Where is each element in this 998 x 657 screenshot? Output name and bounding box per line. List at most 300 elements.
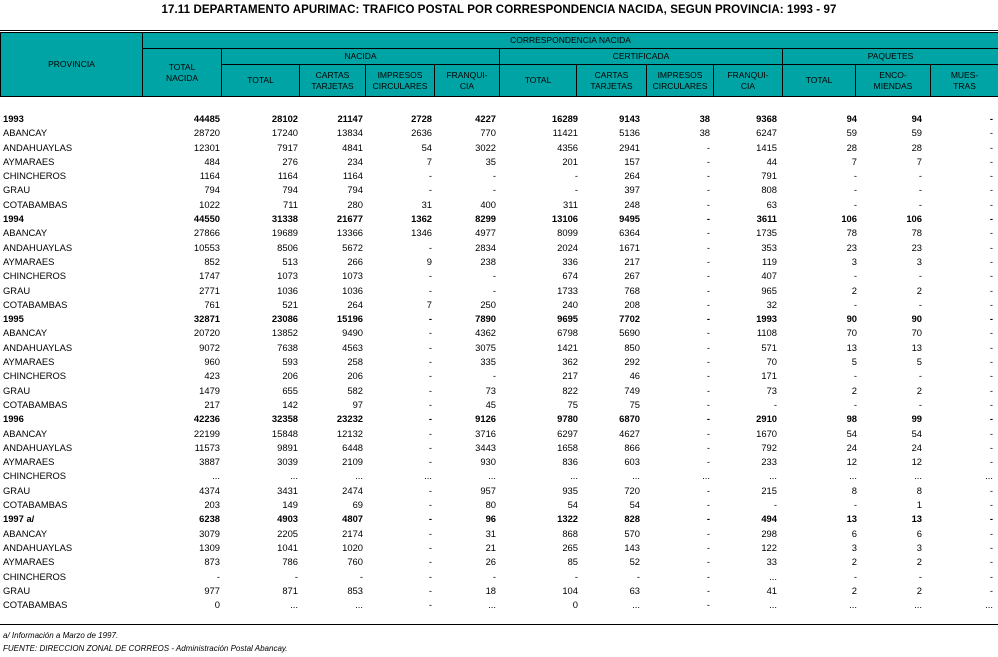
cell-nacida-cartas: 2174 bbox=[342, 527, 363, 539]
cell-paquetes-total: 54 bbox=[846, 427, 857, 439]
cell-paquetes-total: 13 bbox=[846, 513, 857, 525]
table-title: 17.11 DEPARTAMENTO APURIMAC: TRAFICO POSTAL POR CORRESPONDENCIA NACIDA, SEGUN PROVINCIA: 1993 - 97 bbox=[161, 4, 837, 16]
cell-certificada-cartas: 217 bbox=[624, 255, 640, 267]
cell-nacida-franquicia: ... bbox=[488, 599, 496, 611]
cell-paquetes-encomiendas: 3 bbox=[916, 541, 922, 553]
cell-paquetes-encomiendas: 70 bbox=[911, 327, 922, 339]
cell-paquetes-encomiendas: 13 bbox=[911, 513, 922, 525]
cell-certificada-total: 935 bbox=[562, 484, 578, 496]
cell-nacida-impresos: - bbox=[428, 441, 432, 453]
cell-certificada-cartas: 292 bbox=[624, 356, 640, 368]
cell-nacida-total: 142 bbox=[282, 398, 298, 410]
table-row bbox=[0, 141, 998, 155]
cell-certificada-cartas: 143 bbox=[624, 541, 640, 553]
cell-nacida-impresos: - bbox=[428, 456, 432, 468]
cell-paquetes-encomiendas: - bbox=[918, 270, 922, 282]
cell-paquetes-encomiendas: 2 bbox=[916, 556, 922, 568]
cell-nacida-franquicia: 96 bbox=[485, 513, 496, 525]
cell-total-nacida: ... bbox=[212, 470, 220, 482]
cell-nacida-cartas: 97 bbox=[352, 398, 363, 410]
row-label: COTABAMBAS bbox=[3, 298, 68, 310]
row-label: ANDAHUAYLAS bbox=[3, 341, 73, 353]
cell-certificada-impresos: - bbox=[706, 456, 710, 468]
cell-certificada-total: 13106 bbox=[551, 213, 578, 225]
cell-certificada-cartas: 6870 bbox=[619, 413, 640, 425]
cell-paquetes-total: 23 bbox=[846, 241, 857, 253]
cell-paquetes-muestras: - bbox=[989, 284, 993, 296]
row-label: AYMARAES bbox=[3, 155, 55, 167]
cell-paquetes-total: 94 bbox=[846, 113, 857, 124]
cell-paquetes-encomiendas: 8 bbox=[916, 484, 922, 496]
cell-paquetes-total: 98 bbox=[846, 413, 857, 425]
cell-nacida-impresos: - bbox=[428, 484, 432, 496]
cell-certificada-cartas: 850 bbox=[624, 341, 640, 353]
cell-nacida-total: 28102 bbox=[271, 113, 298, 124]
cell-certificada-cartas: 267 bbox=[624, 270, 640, 282]
cell-paquetes-muestras: - bbox=[989, 584, 993, 596]
row-label: COTABAMBAS bbox=[3, 398, 68, 410]
cell-nacida-total: ... bbox=[290, 599, 298, 611]
cell-certificada-impresos: - bbox=[706, 327, 710, 339]
cell-nacida-total: 1041 bbox=[277, 541, 298, 553]
row-label: 1996 bbox=[3, 413, 24, 425]
cell-nacida-franquicia: 73 bbox=[485, 384, 496, 396]
cell-nacida-franquicia: - bbox=[492, 284, 496, 296]
cell-nacida-franquicia: 250 bbox=[480, 298, 496, 310]
cell-total-nacida: 423 bbox=[204, 370, 220, 382]
cell-certificada-franquicia: 1735 bbox=[756, 227, 777, 239]
header-certificada-franquicia-line2: CIA bbox=[740, 80, 756, 91]
cell-nacida-impresos: ... bbox=[424, 470, 432, 482]
cell-nacida-franquicia: 238 bbox=[480, 255, 496, 267]
cell-certificada-impresos: - bbox=[706, 227, 710, 239]
cell-certificada-total: 240 bbox=[562, 298, 578, 310]
header-paquetes-encomiendas bbox=[856, 65, 931, 97]
cell-nacida-impresos: - bbox=[428, 570, 432, 582]
cell-total-nacida: 960 bbox=[204, 356, 220, 368]
cell-nacida-franquicia: - bbox=[492, 170, 496, 182]
row-label: ABANCAY bbox=[3, 127, 48, 139]
cell-certificada-impresos: - bbox=[706, 441, 710, 453]
cell-nacida-total: 15848 bbox=[271, 427, 298, 439]
cell-total-nacida: 32871 bbox=[193, 313, 220, 325]
cell-nacida-total: 3431 bbox=[277, 484, 298, 496]
cell-paquetes-total: - bbox=[853, 570, 857, 582]
cell-nacida-cartas: 582 bbox=[347, 384, 363, 396]
cell-certificada-franquicia: 70 bbox=[766, 356, 777, 368]
cell-certificada-total: 4356 bbox=[557, 141, 578, 153]
header-nacida-franquicia-line2: CIA bbox=[459, 80, 475, 91]
cell-paquetes-encomiendas: 24 bbox=[911, 441, 922, 453]
cell-paquetes-encomiendas: 5 bbox=[916, 356, 922, 368]
table-row bbox=[0, 126, 998, 140]
cell-nacida-impresos: - bbox=[428, 499, 432, 511]
header-total-nacida bbox=[143, 49, 222, 97]
cell-certificada-total: 311 bbox=[563, 198, 578, 210]
cell-nacida-cartas: 6448 bbox=[342, 441, 363, 453]
cell-paquetes-total: 70 bbox=[846, 327, 857, 339]
cell-total-nacida: 217 bbox=[204, 398, 220, 410]
cell-nacida-total: 4903 bbox=[277, 513, 298, 525]
cell-nacida-total: 276 bbox=[282, 155, 298, 167]
table-row bbox=[0, 570, 998, 584]
cell-nacida-cartas: 1073 bbox=[342, 270, 363, 282]
row-label: ANDAHUAYLAS bbox=[3, 141, 73, 153]
cell-total-nacida: 2771 bbox=[199, 284, 220, 296]
header-paquetes: PAQUETES bbox=[783, 49, 998, 65]
cell-nacida-cartas: - bbox=[359, 570, 363, 582]
cell-paquetes-total: - bbox=[853, 298, 857, 310]
cell-nacida-franquicia: 930 bbox=[480, 456, 496, 468]
cell-certificada-impresos: - bbox=[706, 570, 710, 582]
cell-paquetes-encomiendas: 2 bbox=[916, 284, 922, 296]
cell-certificada-total: 1322 bbox=[557, 513, 578, 525]
cell-nacida-cartas: 234 bbox=[347, 155, 363, 167]
cell-total-nacida: 484 bbox=[204, 155, 220, 167]
cell-nacida-cartas: ... bbox=[355, 599, 363, 611]
header-certificada-franquicia-line1: FRANQUI- bbox=[727, 70, 769, 81]
cell-nacida-franquicia: - bbox=[492, 570, 496, 582]
table-row bbox=[0, 384, 998, 398]
cell-certificada-cartas: 208 bbox=[624, 298, 640, 310]
cell-certificada-franquicia: 63 bbox=[766, 198, 777, 210]
row-label: 1995 bbox=[3, 313, 24, 325]
cell-certificada-total: 0 bbox=[572, 599, 578, 611]
cell-total-nacida: 28720 bbox=[193, 127, 220, 139]
header-paquetes-muestras bbox=[931, 65, 998, 97]
cell-nacida-franquicia: 3022 bbox=[475, 141, 496, 153]
cell-paquetes-encomiendas: - bbox=[918, 398, 922, 410]
cell-paquetes-muestras: - bbox=[989, 370, 993, 382]
cell-paquetes-muestras: - bbox=[989, 198, 993, 210]
cell-certificada-cartas: - bbox=[636, 570, 640, 582]
cell-certificada-franquicia: 791 bbox=[761, 170, 777, 182]
cell-paquetes-encomiendas: 23 bbox=[911, 241, 922, 253]
cell-paquetes-encomiendas: 13 bbox=[911, 341, 922, 353]
cell-nacida-impresos: - bbox=[428, 384, 432, 396]
cell-nacida-impresos: 2636 bbox=[411, 127, 432, 139]
cell-nacida-cartas: 258 bbox=[347, 356, 363, 368]
cell-certificada-impresos: - bbox=[706, 584, 710, 596]
cell-nacida-impresos: - bbox=[428, 327, 432, 339]
cell-certificada-franquicia: 965 bbox=[761, 284, 777, 296]
cell-nacida-cartas: 4807 bbox=[342, 513, 363, 525]
table-row bbox=[0, 326, 998, 340]
cell-certificada-impresos: - bbox=[706, 255, 710, 267]
cell-certificada-impresos: - bbox=[706, 527, 710, 539]
cell-nacida-total: 7638 bbox=[277, 341, 298, 353]
cell-nacida-franquicia: 21 bbox=[485, 541, 496, 553]
cell-nacida-franquicia: 4227 bbox=[475, 113, 496, 124]
cell-paquetes-total: 2 bbox=[851, 556, 857, 568]
cell-certificada-franquicia: 2910 bbox=[756, 413, 777, 425]
cell-nacida-total: 1073 bbox=[277, 270, 298, 282]
cell-paquetes-muestras: - bbox=[989, 141, 993, 153]
cell-paquetes-total: 7 bbox=[851, 155, 857, 167]
header-certificada-cartas bbox=[577, 65, 647, 97]
cell-nacida-franquicia: 8299 bbox=[475, 213, 496, 225]
cell-certificada-cartas: ... bbox=[632, 599, 640, 611]
cell-certificada-impresos: 38 bbox=[699, 113, 710, 124]
row-label: CHINCHEROS bbox=[3, 170, 67, 182]
row-label: COTABAMBAS bbox=[3, 198, 68, 210]
cell-nacida-impresos: - bbox=[428, 513, 432, 525]
cell-certificada-total: 6297 bbox=[557, 427, 578, 439]
row-label: ANDAHUAYLAS bbox=[3, 241, 73, 253]
cell-nacida-cartas: 69 bbox=[352, 499, 363, 511]
cell-nacida-total: 31338 bbox=[271, 213, 298, 225]
cell-nacida-total: 3039 bbox=[277, 456, 298, 468]
cell-certificada-franquicia: 32 bbox=[766, 298, 777, 310]
cell-certificada-franquicia: 571 bbox=[761, 341, 777, 353]
cell-paquetes-muestras: - bbox=[989, 313, 993, 325]
cell-certificada-impresos: - bbox=[706, 270, 710, 282]
cell-nacida-total: 521 bbox=[282, 298, 298, 310]
header-nacida-impresos bbox=[366, 65, 435, 97]
cell-certificada-cartas: 570 bbox=[624, 527, 640, 539]
row-label: ABANCAY bbox=[3, 327, 48, 339]
cell-nacida-impresos: 9 bbox=[426, 255, 432, 267]
row-label: CHINCHEROS bbox=[3, 370, 67, 382]
cell-paquetes-muestras: - bbox=[989, 170, 993, 182]
cell-certificada-total: 2024 bbox=[557, 241, 578, 253]
cell-paquetes-muestras: - bbox=[989, 484, 993, 496]
cell-certificada-franquicia: 41 bbox=[766, 584, 777, 596]
cell-nacida-franquicia: 80 bbox=[485, 499, 496, 511]
header-certificada-total: TOTAL bbox=[500, 65, 577, 97]
header-nacida-impresos-line2: CIRCULARES bbox=[372, 80, 428, 91]
cell-certificada-total: 11421 bbox=[552, 127, 578, 139]
table-row bbox=[0, 541, 998, 555]
cell-nacida-cartas: 264 bbox=[347, 298, 363, 310]
cell-nacida-franquicia: 9126 bbox=[475, 413, 496, 425]
cell-paquetes-encomiendas: - bbox=[918, 184, 922, 196]
cell-total-nacida: 977 bbox=[204, 584, 220, 596]
cell-nacida-franquicia: ... bbox=[488, 470, 496, 482]
cell-nacida-cartas: ... bbox=[355, 470, 363, 482]
cell-paquetes-muestras: - bbox=[989, 441, 993, 453]
cell-paquetes-muestras: - bbox=[989, 499, 993, 511]
cell-nacida-total: 871 bbox=[282, 584, 298, 596]
cell-total-nacida: 1164 bbox=[199, 170, 220, 182]
cell-total-nacida: 852 bbox=[204, 255, 220, 267]
cell-paquetes-muestras: - bbox=[989, 570, 993, 582]
cell-paquetes-muestras: - bbox=[989, 398, 993, 410]
header-correspondencia-nacida: CORRESPONDENCIA NACIDA bbox=[143, 33, 998, 49]
cell-certificada-cartas: 6364 bbox=[619, 227, 640, 239]
cell-certificada-franquicia: 73 bbox=[766, 384, 777, 396]
cell-certificada-franquicia: 1108 bbox=[756, 327, 777, 339]
cell-nacida-cartas: 4563 bbox=[342, 341, 363, 353]
cell-nacida-franquicia: 4362 bbox=[475, 327, 496, 339]
cell-total-nacida: 203 bbox=[204, 499, 220, 511]
cell-nacida-franquicia: 35 bbox=[485, 155, 496, 167]
cell-nacida-impresos: - bbox=[428, 370, 432, 382]
cell-certificada-total: 16289 bbox=[551, 113, 578, 124]
cell-paquetes-muestras: - bbox=[989, 541, 993, 553]
cell-certificada-impresos: - bbox=[706, 384, 710, 396]
table-row bbox=[0, 284, 998, 298]
cell-nacida-impresos: - bbox=[428, 313, 432, 325]
table-row bbox=[0, 398, 998, 412]
table-row bbox=[0, 369, 998, 383]
table-row-year bbox=[0, 212, 998, 226]
cell-certificada-franquicia: 122 bbox=[761, 541, 777, 553]
cell-nacida-impresos: - bbox=[428, 341, 432, 353]
cell-nacida-impresos: 1346 bbox=[411, 227, 432, 239]
table-row bbox=[0, 198, 998, 212]
header-paquetes-muestras-line2: TRAS bbox=[953, 80, 976, 91]
cell-paquetes-encomiendas: 94 bbox=[911, 113, 922, 124]
row-label: GRAU bbox=[3, 284, 31, 296]
cell-paquetes-total: - bbox=[853, 270, 857, 282]
table-row bbox=[0, 469, 998, 483]
cell-paquetes-muestras: - bbox=[989, 298, 993, 310]
table-row bbox=[0, 355, 998, 369]
cell-certificada-total: 8099 bbox=[557, 227, 578, 239]
row-label: GRAU bbox=[3, 484, 31, 496]
cell-total-nacida: 44550 bbox=[193, 213, 220, 225]
cell-certificada-franquicia: - bbox=[773, 499, 777, 511]
table-row bbox=[0, 183, 998, 197]
cell-certificada-cartas: 2941 bbox=[619, 141, 640, 153]
cell-paquetes-total: 12 bbox=[846, 456, 857, 468]
header-provincia: PROVINCIA bbox=[1, 33, 143, 97]
cell-nacida-cartas: 13834 bbox=[336, 127, 363, 139]
cell-nacida-impresos: - bbox=[428, 356, 432, 368]
cell-total-nacida: 1747 bbox=[199, 270, 220, 282]
cell-certificada-total: 54 bbox=[567, 499, 578, 511]
table-row bbox=[0, 241, 998, 255]
table-row bbox=[0, 169, 998, 183]
cell-paquetes-muestras: - bbox=[989, 413, 993, 425]
cell-paquetes-muestras: - bbox=[989, 384, 993, 396]
table-body bbox=[0, 112, 998, 612]
row-label: CHINCHEROS bbox=[3, 470, 67, 482]
cell-nacida-franquicia: - bbox=[492, 370, 496, 382]
cell-paquetes-muestras: - bbox=[989, 513, 993, 525]
cell-paquetes-total: 106 bbox=[841, 213, 857, 225]
cell-paquetes-encomiendas: 1 bbox=[916, 499, 922, 511]
cell-total-nacida: 873 bbox=[204, 556, 220, 568]
cell-paquetes-total: 24 bbox=[846, 441, 857, 453]
cell-paquetes-muestras: - bbox=[989, 255, 993, 267]
cell-certificada-total: 104 bbox=[562, 584, 578, 596]
cell-certificada-total: 1421 bbox=[557, 341, 578, 353]
table-row bbox=[0, 427, 998, 441]
cell-paquetes-encomiendas: 6 bbox=[916, 527, 922, 539]
cell-paquetes-muestras: ... bbox=[985, 599, 993, 611]
header-certificada-impresos bbox=[647, 65, 714, 97]
cell-nacida-impresos: - bbox=[428, 413, 432, 425]
cell-paquetes-encomiendas: 90 bbox=[911, 313, 922, 325]
header-nacida-franquicia bbox=[435, 65, 500, 97]
cell-paquetes-total: - bbox=[853, 198, 857, 210]
cell-certificada-impresos: - bbox=[706, 484, 710, 496]
table-row bbox=[0, 555, 998, 569]
header-nacida-cartas-line2: TARJETAS bbox=[311, 80, 354, 91]
cell-nacida-cartas: 21147 bbox=[337, 113, 363, 124]
header-certificada-impresos-line1: IMPRESOS bbox=[657, 70, 703, 81]
cell-nacida-franquicia: 335 bbox=[480, 356, 496, 368]
cell-paquetes-total: 5 bbox=[851, 356, 857, 368]
cell-paquetes-encomiendas: 12 bbox=[911, 456, 922, 468]
table-row-year bbox=[0, 312, 998, 326]
cell-certificada-total: 217 bbox=[562, 370, 578, 382]
cell-certificada-cartas: 5136 bbox=[619, 127, 640, 139]
cell-certificada-franquicia: ... bbox=[769, 470, 777, 482]
cell-total-nacida: 22199 bbox=[193, 427, 220, 439]
cell-certificada-franquicia: 3611 bbox=[756, 213, 777, 225]
cell-certificada-franquicia: ... bbox=[769, 570, 777, 582]
cell-paquetes-total: 3 bbox=[851, 541, 857, 553]
table-row bbox=[0, 269, 998, 283]
header-total-nacida-line2: NACIDA bbox=[165, 72, 199, 83]
cell-nacida-impresos: - bbox=[428, 541, 432, 553]
cell-nacida-franquicia: 3716 bbox=[475, 427, 496, 439]
cell-total-nacida: 1309 bbox=[199, 541, 220, 553]
cell-total-nacida: 1022 bbox=[199, 198, 220, 210]
header-certificada-impresos-line2: CIRCULARES bbox=[652, 80, 708, 91]
cell-certificada-impresos: - bbox=[706, 398, 710, 410]
cell-total-nacida: - bbox=[216, 570, 220, 582]
cell-total-nacida: 4374 bbox=[199, 484, 220, 496]
cell-nacida-cartas: 280 bbox=[347, 198, 363, 210]
cell-paquetes-total: ... bbox=[849, 599, 857, 611]
table-row bbox=[0, 598, 998, 612]
cell-nacida-cartas: 12132 bbox=[336, 427, 363, 439]
cell-nacida-cartas: 1020 bbox=[342, 541, 363, 553]
cell-certificada-total: ... bbox=[570, 470, 578, 482]
table-row bbox=[0, 341, 998, 355]
table-row bbox=[0, 527, 998, 541]
header-nacida-cartas bbox=[300, 65, 366, 97]
cell-total-nacida: 761 bbox=[204, 298, 220, 310]
header-nacida: NACIDA bbox=[222, 49, 500, 65]
cell-paquetes-total: 90 bbox=[846, 313, 857, 325]
header-paquetes-muestras-line1: MUES- bbox=[950, 70, 979, 81]
row-label: ABANCAY bbox=[3, 227, 48, 239]
row-label: 1993 bbox=[3, 113, 24, 124]
cell-paquetes-encomiendas: - bbox=[918, 370, 922, 382]
cell-certificada-franquicia: 298 bbox=[761, 527, 777, 539]
footnote-a: a/ Información a Marzo de 1997. bbox=[3, 631, 119, 640]
cell-paquetes-muestras: - bbox=[989, 341, 993, 353]
table-row bbox=[0, 255, 998, 269]
table-row bbox=[0, 584, 998, 598]
cell-certificada-cartas: 264 bbox=[624, 170, 640, 182]
cell-nacida-total: 19689 bbox=[271, 227, 298, 239]
cell-nacida-franquicia: 45 bbox=[485, 398, 496, 410]
cell-nacida-total: 1036 bbox=[277, 284, 298, 296]
cell-certificada-impresos: - bbox=[706, 599, 710, 611]
cell-paquetes-total: 13 bbox=[846, 341, 857, 353]
cell-paquetes-muestras: - bbox=[989, 213, 993, 225]
cell-certificada-franquicia: 33 bbox=[766, 556, 777, 568]
cell-certificada-total: 822 bbox=[562, 384, 578, 396]
cell-paquetes-encomiendas: 106 bbox=[906, 213, 922, 225]
cell-nacida-impresos: - bbox=[428, 170, 432, 182]
cell-certificada-impresos: - bbox=[706, 241, 710, 253]
cell-certificada-total: 6798 bbox=[557, 327, 578, 339]
cell-certificada-cartas: 248 bbox=[624, 198, 640, 210]
cell-certificada-impresos: - bbox=[706, 513, 710, 525]
cell-certificada-cartas: 9143 bbox=[619, 113, 640, 124]
cell-paquetes-encomiendas: - bbox=[918, 170, 922, 182]
row-label: COTABAMBAS bbox=[3, 599, 68, 611]
cell-total-nacida: 42236 bbox=[193, 413, 220, 425]
cell-paquetes-encomiendas: - bbox=[918, 298, 922, 310]
